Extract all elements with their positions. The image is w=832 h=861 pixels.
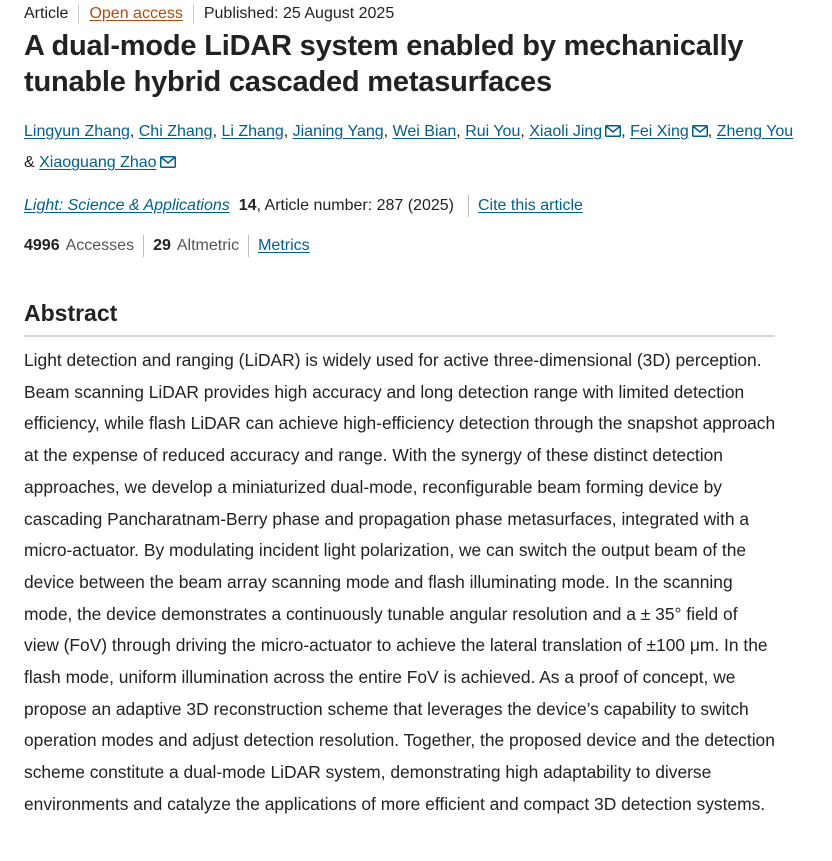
abstract-text: Light detection and ranging (LiDAR) is widely used for active three-dimensional (3D) perception. Beam scanning LiDAR provides high accuracy and long detection range with limited detection efficiency, while flash LiDAR can achieve high-efficiency detection through the snapshot approach at the expense of reduced accuracy and range. With the synergy of these distinct detection approaches, we develop a miniaturized dual-mode, reconfigurable beam forming device by cascading Pancharatnam-Berry phase and propagation phase metasurfaces, integrated with a micro-actuator. By modulating incident light polarization, we can switch the output beam of the device between the beam array scanning mode and flash illuminating mode. In the scanning mode, the device demonstrates a continuously tunable angular resolution and a ± 35° field of view (FoV) through driving the micro-actuator to achieve the lateral translation of ±100 μm. In the flash mode, uniform illumination across the entire FoV is achieved. As a proof of concept, we propose an adaptive 3D reconstruction scheme that leverages the device’s capability to switch operation modes and adjust detection resolution. Together, the proposed device and the detection scheme constitute a dual-mode LiDAR system, demonstrating high adaptability to diverse environments and catalyze the applications of more efficient and compact 3D detection systems. (24, 350, 776, 814)
mail-icon[interactable] (160, 148, 176, 160)
mail-icon[interactable] (605, 117, 621, 129)
published-date: Published: 25 August 2025 (203, 5, 395, 22)
altmetric-count: 29 (153, 237, 171, 254)
meta-separator (78, 4, 79, 24)
journal-volume: 14 (238, 197, 257, 214)
author-separator: , (212, 123, 222, 140)
journal-link[interactable]: Light: Science & Applications (24, 197, 230, 214)
author-link[interactable]: Fei Xing (630, 123, 689, 140)
author-separator: , (129, 123, 139, 140)
abstract-heading: Abstract (24, 300, 118, 326)
cite-article-link[interactable]: Cite this article (477, 197, 583, 214)
accesses-count: 4996 (24, 237, 60, 254)
author-separator: & (24, 154, 40, 171)
author-separator: , (520, 123, 530, 140)
metrics-row (24, 235, 310, 257)
author-link[interactable]: Rui You (465, 123, 521, 140)
author-link[interactable]: Xiaoli Jing (529, 123, 603, 140)
author-link[interactable]: Lingyun Zhang (24, 123, 130, 140)
author-list (24, 116, 804, 178)
article-meta-row (24, 4, 394, 24)
meta-separator (193, 4, 194, 24)
author-link[interactable]: Chi Zhang (138, 123, 213, 140)
accesses-label: Accesses (65, 237, 135, 254)
article-title: A dual-mode LiDAR system enabled by mechanically tunable hybrid cascaded metasurfaces (24, 30, 744, 98)
author-separator: , (621, 123, 631, 140)
metrics-link[interactable]: Metrics (258, 237, 310, 254)
author-link[interactable]: Jianing Yang (292, 123, 384, 140)
open-access-link[interactable]: Open access (89, 5, 183, 22)
altmetric-label: Altmetric (176, 237, 240, 254)
citation-separator (468, 195, 469, 217)
article-number: , Article number: 287 (2025) (256, 197, 454, 214)
author-separator: , (283, 123, 293, 140)
author-link[interactable]: Li Zhang (221, 123, 284, 140)
article-type: Article (24, 5, 69, 22)
journal-citation-row (24, 195, 583, 217)
metrics-separator (248, 235, 249, 257)
author-link[interactable]: Wei Bian (392, 123, 457, 140)
author-separator: , (383, 123, 393, 140)
author-link[interactable]: Xiaoguang Zhao (39, 154, 157, 171)
abstract-divider (24, 335, 775, 337)
author-separator: , (456, 123, 466, 140)
mail-icon[interactable] (692, 117, 708, 129)
author-link[interactable]: Zheng You (716, 123, 794, 140)
metrics-separator (143, 235, 144, 257)
author-separator: , (707, 123, 717, 140)
